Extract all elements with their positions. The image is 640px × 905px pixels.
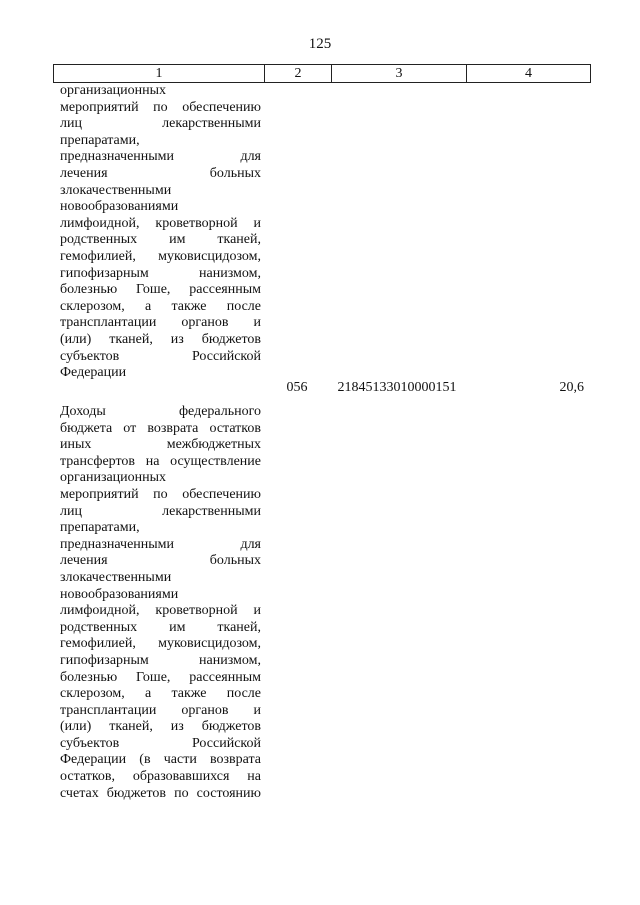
description-line: склерозом, а также после — [60, 686, 261, 702]
row-code: 056 — [286, 380, 308, 395]
description-line: лечения больных — [60, 553, 261, 569]
description-line: лечения больных — [60, 165, 261, 181]
description-line: лимфоидной, кроветворной и — [60, 215, 261, 231]
description-line: злокачественными — [60, 182, 172, 198]
description-line: лиц лекарственными — [60, 503, 261, 519]
row-budget-classification-code: 21845133010000151 — [337, 380, 457, 395]
description-line: препаратами, — [60, 520, 140, 536]
column-header-2: 2 — [265, 65, 332, 83]
row-description — [60, 83, 261, 382]
description-line: (или) тканей, из бюджетов — [60, 719, 261, 735]
description-line: трансплантации органов и — [60, 702, 261, 718]
description-line: злокачественными — [60, 569, 172, 585]
description-line: организационных — [60, 470, 167, 486]
description-line: предназначенными для — [60, 149, 261, 165]
description-line: Доходы федерального — [60, 404, 261, 419]
description-line: новообразованиями — [60, 199, 179, 215]
row-description — [60, 404, 261, 802]
description-line: родственных им тканей, — [60, 619, 261, 635]
description-line: родственных им тканей, — [60, 232, 261, 248]
description-line: болезнью Гоше, рассеянным — [60, 282, 261, 298]
description-line: трансфертов на осуществление — [60, 453, 261, 469]
description-line: склерозом, а также после — [60, 298, 261, 314]
description-line: лимфоидной, кроветворной и — [60, 603, 261, 619]
description-line: организационных — [60, 83, 167, 98]
description-line: новообразованиями — [60, 586, 179, 602]
description-line: гемофилией, муковисцидозом, — [60, 248, 261, 264]
description-line: гемофилией, муковисцидозом, — [60, 636, 261, 652]
page-number: 125 — [308, 36, 332, 52]
description-line: предназначенными для — [60, 536, 261, 552]
description-line: лиц лекарственными — [60, 116, 261, 132]
description-line: болезнью Гоше, рассеянным — [60, 669, 261, 685]
description-line: трансплантации органов и — [60, 315, 261, 331]
description-line: субъектов Российской — [60, 735, 261, 751]
description-line: мероприятий по обеспечению — [60, 99, 261, 115]
description-line: Федерации — [60, 365, 127, 381]
description-line: Федерации (в части возврата — [60, 752, 261, 768]
description-line: остатков, образовавшихся на — [60, 769, 261, 785]
column-header-3: 3 — [332, 65, 467, 83]
description-line: препаратами, — [60, 132, 140, 148]
row-amount: 20,6 — [559, 380, 584, 395]
description-line: счетах бюджетов по состоянию — [60, 785, 261, 801]
description-line: иных межбюджетных — [60, 437, 261, 453]
description-line: (или) тканей, из бюджетов — [60, 331, 261, 347]
column-number-header — [53, 64, 591, 83]
description-line: гипофизарным нанизмом, — [60, 652, 261, 668]
column-header-4: 4 — [467, 65, 591, 83]
description-line: гипофизарным нанизмом, — [60, 265, 261, 281]
column-header-1: 1 — [54, 65, 265, 83]
description-line: субъектов Российской — [60, 348, 261, 364]
description-line: мероприятий по обеспечению — [60, 486, 261, 502]
description-line: бюджета от возврата остатков — [60, 420, 261, 436]
